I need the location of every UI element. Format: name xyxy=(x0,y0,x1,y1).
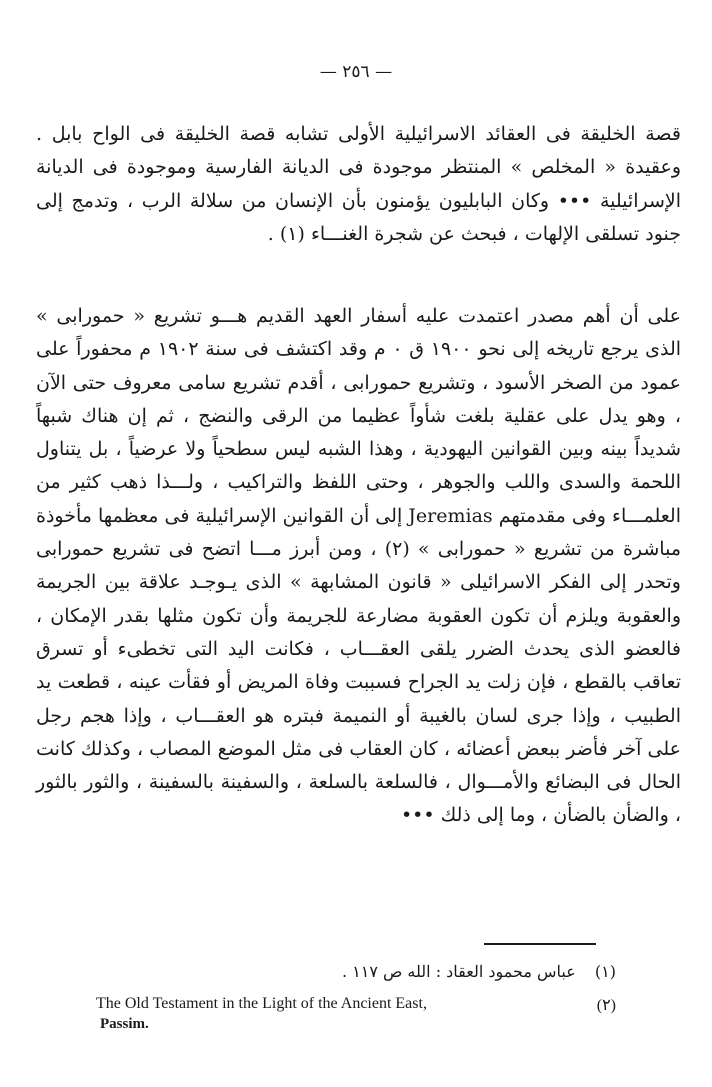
footnote-1-number: (١) xyxy=(594,962,616,981)
paragraph-2 xyxy=(36,300,681,833)
paragraph-1-text: قصة الخليقة فى العقائد الاسرائيلية الأولى تشابه قصة الخليقة فى الواح بابل . وعقيدة « المخلص » المنتظر موجودة فى الديانة الفارسية وموجودة فى الديانة الإسرائيلية ••• وكان البابليون يؤمنون بأن الإنسان من سلالة الرب ، وتدمج إلى جنود تسلقى الإلهات ، فبحث عن شجرة الغنـــاء (١) . xyxy=(36,123,681,245)
footnote-2-continuation: Passim. xyxy=(100,1016,149,1032)
footnote-1 xyxy=(280,962,616,981)
footnote-1-text: عباس محمود العقاد : الله ص ١١٧ . xyxy=(341,962,576,981)
footnote-2 xyxy=(96,995,616,1015)
paragraph-2-text: على أن أهم مصدر اعتمدت عليه أسفار العهد القديم هـــو تشريع « حمورابى » الذى يرجع تاريخه إلى نحو ١٩٠٠ ق ٠ م وقد اكتشف فى سنة ١٩٠٢ م محفوراً على عمود من الصخر الأسود ، وتشريع حمورابى ، أقدم تشريع سامى معروف حتى الآن ، وهو يدل على عقلية بلغت شأواً عظيما من الرقى والنضج ، ثم إن هناك شبهاً شديداً بينه وبين القوانين اليهودية ، وهذا الشبه ليس سطحياً ولا عرضياً ، بل يتناول اللحمة والسدى واللب والجوهر ، وحتى اللفظ والتراكيب ، ولـــذا ذهب كثير من العلمـــاء وفى مقدمتهم Jeremias إلى أن القوانين الإسرائيلية فى معظمها مأخوذة مباشرة من تشريع « حمورابى » (٢) ، ومن أبرز مـــا اتضح فى تشريع حمورابى وتحدر إلى الفكر الاسرائيلى « قانون المشابهة » الذى يـوجـد علاقة بين الجريمة والعقوبة ويلزم أن تكون العقوبة مضارعة للجريمة وأن تكون مثلها بقدر الإمكان ، فالعضو الذى يحدث الضرر يلقى العقـــاب ، فكانت اليد التى تخطىء أو تسرق تعاقب بالقطع ، فإن زلت يد الجراح فسببت وفاة المريض أو فقأت عينه ، قطعت يد الطبيب ، وإذا جرى لسان بالغيبة أو النميمة فبتره هو العقـــاب ، وإذا هجم رجل على آخر فأضر ببعض أعضائه ، كان العقاب فى مثل الموضع المصاب ، وكذلك كانت الحال فى البضائع والأمـــوال ، فالسلعة بالسلعة ، والسفينة بالسفينة ، والثور بالثور ، والضأن بالضأن ، وما إلى ذلك ••• xyxy=(36,305,682,827)
paragraph-1 xyxy=(36,118,681,251)
footnote-2-text: The Old Testament in the Light of the Ancient East, xyxy=(96,995,427,1012)
footnote-2-number: (٢) xyxy=(596,997,616,1014)
footnote-divider xyxy=(484,943,596,945)
page-number: — ٢٥٦ — xyxy=(319,62,393,82)
